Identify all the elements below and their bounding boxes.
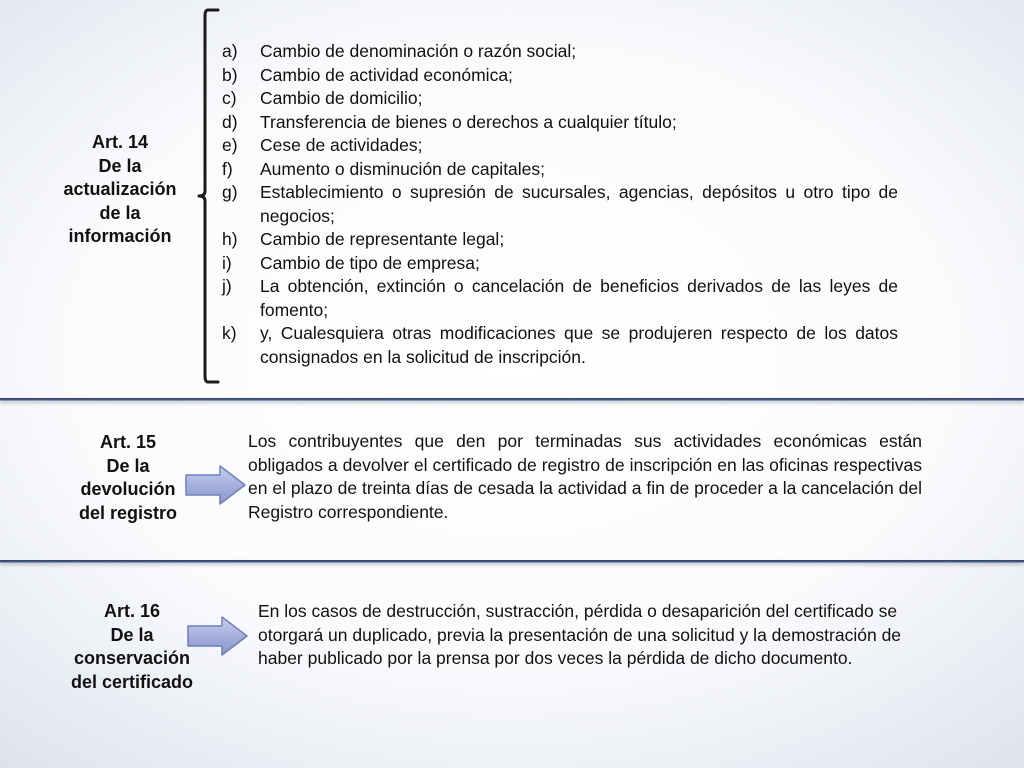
list-item-text: La obtención, extinción o cancelación de beneficios derivados de las leyes de fomento; [260, 276, 898, 320]
list-item-marker: f) [222, 158, 233, 179]
art14-title-line-1: De la [98, 155, 142, 176]
section-divider [0, 398, 1024, 401]
art16-number: Art. 16 [103, 601, 161, 621]
list-item-marker: i) [222, 252, 232, 273]
list-item-marker: a) [222, 41, 238, 61]
art15-label [52, 431, 204, 525]
list-item [222, 134, 898, 158]
list-item-text: Cambio de tipo de empresa; [260, 252, 480, 273]
art14-title-line-3: de la [99, 202, 141, 223]
list-item-text: Cese de actividades; [260, 135, 423, 155]
art16-title-line-2: conservación [73, 648, 191, 668]
list-item-marker: b) [222, 64, 238, 85]
art14-title-line-2: actualización [63, 179, 177, 199]
list-item-marker: d) [222, 111, 238, 132]
art14-changes-list [222, 40, 898, 369]
right-arrow-icon [184, 463, 248, 507]
list-item-text: Cambio de domicilio; [260, 88, 423, 108]
art14-label [50, 131, 190, 249]
list-item-marker: j) [222, 276, 232, 296]
list-item [222, 87, 898, 111]
right-arrow-icon [186, 614, 250, 658]
art14-number: Art. 14 [91, 132, 149, 152]
list-item [222, 111, 898, 135]
list-item [222, 158, 898, 182]
list-item-text: Aumento o disminución de capitales; [260, 158, 546, 179]
art15-title-line-1: De la [106, 455, 150, 476]
list-item-text: y, Cualesquiera otras modificaciones que se produjeren respecto de los datos consignados en la solicitud de inscripción. [260, 323, 898, 367]
art14-title-line-4: información [68, 226, 172, 246]
list-item [222, 40, 898, 64]
list-item-text: Cambio de actividad económica; [260, 64, 513, 85]
list-item [222, 64, 898, 88]
list-item-marker: g) [222, 182, 238, 202]
list-item-marker: e) [222, 135, 238, 155]
list-item-text: Cambio de representante legal; [260, 229, 505, 249]
art15-title-line-2: devolución [80, 479, 176, 499]
art15-body-text: Los contribuyentes que den por terminadas sus actividades económicas están obligados a devolver el certificado de registro de inscripción en las oficinas respectivas en el plazo de treinta días de cesada la actividad a fin de proceder a la cancelación del Registro correspondiente. [248, 431, 922, 522]
list-item [222, 228, 898, 252]
art16-title-line-1: De la [110, 624, 154, 645]
list-item [222, 181, 898, 228]
list-item-marker: c) [222, 88, 237, 108]
art15-title-line-3: del registro [78, 502, 178, 523]
list-item-marker: k) [222, 323, 237, 343]
art16-body-text: En los casos de destrucción, sustracción, pérdida o desaparición del certificado se otorgará un duplicado, previa la presentación de una solicitud y la demostración de haber publicado por la prensa por dos veces la pérdida de dicho documento. [258, 601, 902, 668]
list-item-text: Cambio de denominación o razón social; [260, 41, 577, 61]
list-item [222, 275, 898, 322]
list-item-text: Transferencia de bienes o derechos a cualquier título; [260, 111, 677, 132]
list-item [222, 252, 898, 276]
list-item-text: Establecimiento o supresión de sucursales, agencias, depósitos u otro tipo de negocios; [260, 182, 898, 226]
art16-title-line-3: del certificado [70, 671, 194, 692]
list-item-marker: h) [222, 229, 238, 249]
section-divider [0, 560, 1024, 563]
art15-number: Art. 15 [99, 432, 157, 452]
list-item [222, 322, 898, 369]
